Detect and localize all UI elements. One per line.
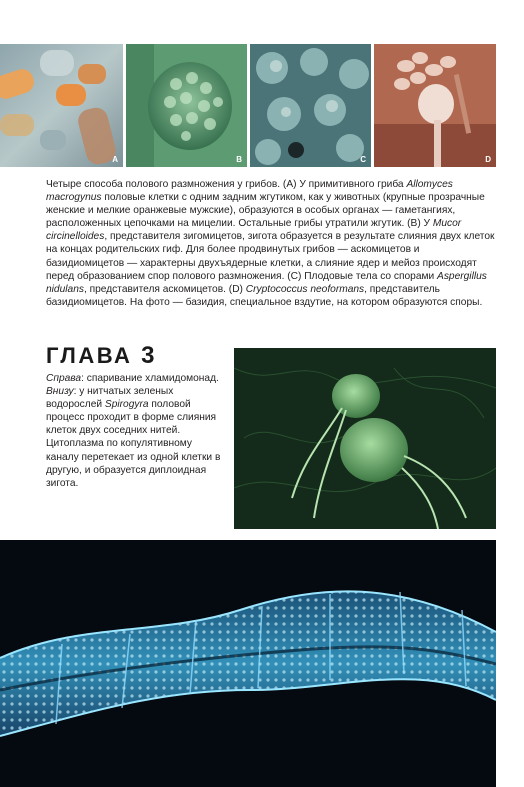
photo-d-label: D (485, 155, 491, 164)
photo-c-label: C (360, 155, 366, 164)
side-caption: Справа: спаривание хламидомонад. Внизу: у нитчатых зеленых водорослей Spirogyra половой процесс проходит в форме слияния клеток двух соседних нитей. Цитоплазма по копулятивному каналу перетекает из одной клетки в другую, и образуется диплоидная зигота. (46, 373, 221, 489)
photo-a-allomyces (0, 44, 123, 167)
photo-c-aspergillus (250, 44, 371, 167)
photo-chlamydomonas (234, 348, 496, 529)
photo-b-mucor (126, 44, 247, 167)
photo-spirogyra (0, 540, 496, 787)
chapter-heading: ГЛАВА 3 (46, 342, 155, 369)
figure-caption: Четыре способа полового размножения у грибов. (A) У примитивного гриба Allomyces macrogynus половые клетки с одним задним жгутиком, как у животных (крупные прозрачные женские и мелкие оранжевые мужские), образуются в особых органах — гаметангиях, расположенных цепочками на мицелии. Остальные грибы утратили жгутик. (B) У Mucor circinelloides, представителя зигомицетов, зигота образуется в результате слияния двух клеток на концах родительских гиф. Для более продвинутых грибов — аскомицетов и базидиомицетов — характерны двухъядерные клетки, а слияние ядер и мейоз происходят перед образованием спор полового размножения. (C) Плодовые тела со спорами Aspergillus nidulans, представителя аскомицетов. (D) Cryptococcus neoformans, представитель базидиомицетов. На фото — базидия, специальное вздутие, на котором образуются споры. (46, 179, 495, 308)
photo-d-cryptococcus (374, 44, 496, 167)
photo-b-label: B (236, 155, 242, 164)
photo-a-label: A (112, 155, 118, 164)
